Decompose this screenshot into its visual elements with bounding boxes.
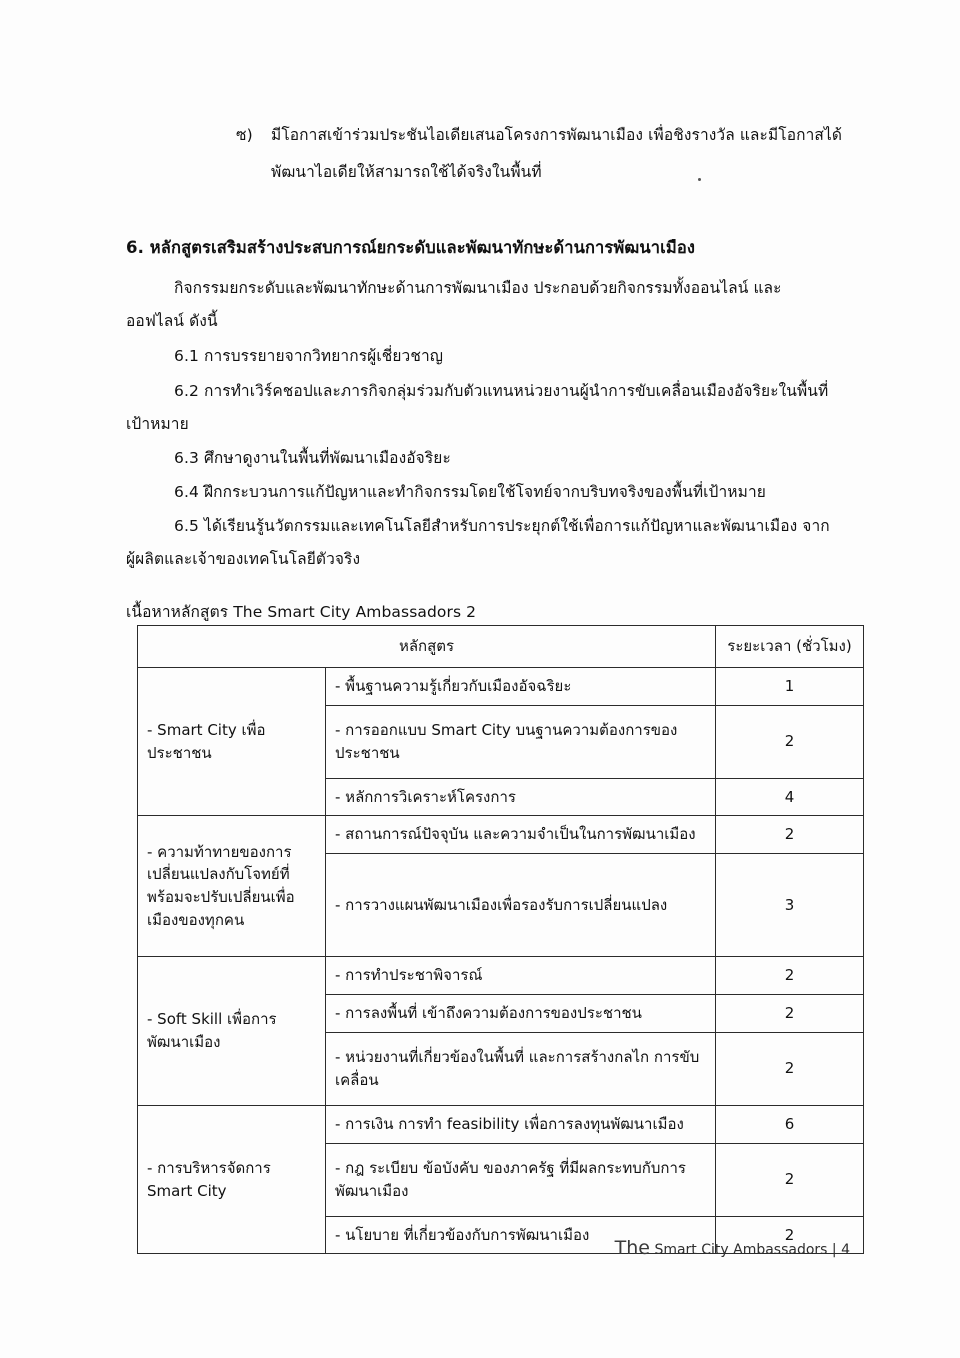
- topic-cell: - การออกแบบ Smart City บนฐานความต้องการของประชาชน: [326, 705, 716, 778]
- topic-cell: - กฎ ระเบียบ ข้อบังคับ ของภาครัฐ ที่มีผลกระทบกับการพัฒนาเมือง: [326, 1143, 716, 1216]
- hours-cell: 2: [716, 1143, 864, 1216]
- category-cell: - Soft Skill เพื่อการพัฒนาเมือง: [138, 957, 326, 1106]
- footer-lead-word: The: [614, 1237, 650, 1259]
- list-item-6-5: 6.5 ได้เรียนรู้นวัตกรรมและเทคโนโลยีสำหรับการประยุกต์ใช้เพื่อการแก้ปัญหาและพัฒนาเมือง จาก: [174, 517, 830, 535]
- topic-cell: - การเงิน การทำ feasibility เพื่อการลงทุนพัฒนาเมือง: [326, 1105, 716, 1143]
- topic-cell: - สถานการณ์ปัจจุบัน และความจำเป็นในการพัฒนาเมือง: [326, 816, 716, 854]
- category-cell: - ความท้าทายของการเปลี่ยนแปลงกับโจทย์ที่พร้อมจะปรับเปลี่ยนเพื่อเมืองของทุกคน: [138, 816, 326, 957]
- topic-cell: - การลงพื้นที่ เข้าถึงความต้องการของประชาชน: [326, 994, 716, 1032]
- topic-cell: - หลักการวิเคราะห์โครงการ: [326, 778, 716, 816]
- table-caption: เนื้อหาหลักสูตร The Smart City Ambassadors 2: [126, 603, 477, 621]
- hours-cell: 4: [716, 778, 864, 816]
- section-intro-line-2: ออฟไลน์ ดังนี้: [126, 312, 218, 330]
- list-item-6-2: 6.2 การทำเวิร์คชอปและภารกิจกลุ่มร่วมกับตัวแทนหน่วยงานผู้นำการขับเคลื่อนเมืองอัจริยะในพื้นที่: [174, 382, 829, 400]
- topic-cell: - พื้นฐานความรู้เกี่ยวกับเมืองอัจฉริยะ: [326, 667, 716, 705]
- page-footer: [0, 1237, 960, 1259]
- table-row: [138, 957, 864, 995]
- hours-cell: 2: [716, 705, 864, 778]
- category-cell: - การบริหารจัดการ Smart City: [138, 1105, 326, 1254]
- list-item-6-2-continued: เป้าหมาย: [126, 415, 189, 433]
- list-item-6-1: 6.1 การบรรยายจากวิทยากรผู้เชี่ยวชาญ: [174, 347, 444, 365]
- table-row: [138, 667, 864, 705]
- hours-cell: 2: [716, 994, 864, 1032]
- hours-cell: 2: [716, 1216, 864, 1254]
- table-row: [138, 1105, 864, 1143]
- topic-cell: - การวางแผนพัฒนาเมืองเพื่อรองรับการเปลี่ยนแปลง: [326, 854, 716, 957]
- list-item-6-3: 6.3 ศึกษาดูงานในพื้นที่พัฒนาเมืองอัจริยะ: [174, 449, 451, 467]
- column-header-course: หลักสูตร: [138, 626, 716, 668]
- table-row: [138, 816, 864, 854]
- hours-cell: 3: [716, 854, 864, 957]
- hours-cell: 2: [716, 816, 864, 854]
- intro-item-line-2: พัฒนาไอเดียให้สามารถใช้ได้จริงในพื้นที่: [271, 163, 542, 181]
- category-cell: - Smart City เพื่อประชาชน: [138, 667, 326, 816]
- footer-text: Smart City Ambassadors | 4: [654, 1242, 850, 1258]
- scan-artifact-dot: [698, 178, 701, 181]
- topic-cell: - การทำประชาพิจารณ์: [326, 957, 716, 995]
- hours-cell: 2: [716, 957, 864, 995]
- list-item-6-5-continued: ผู้ผลิตและเจ้าของเทคโนโลยีตัวจริง: [126, 550, 361, 568]
- topic-cell: - นโยบาย ที่เกี่ยวข้องกับการพัฒนาเมือง: [326, 1216, 716, 1254]
- intro-item-line-1: มีโอกาสเข้าร่วมประชันไอเดียเสนอโครงการพัฒนาเมือง เพื่อชิงรางวัล และมีโอกาสได้: [271, 126, 843, 144]
- topic-cell: - หน่วยงานที่เกี่ยวข้องในพื้นที่ และการสร้างกลไก การขับเคลื่อน: [326, 1032, 716, 1105]
- table-header-row: [138, 626, 864, 668]
- section-intro-line-1: กิจกรรมยกระดับและพัฒนาทักษะด้านการพัฒนาเมือง ประกอบด้วยกิจกรรมทั้งออนไลน์ และ: [174, 279, 782, 297]
- list-marker-kho: ซ): [236, 126, 253, 144]
- hours-cell: 2: [716, 1032, 864, 1105]
- course-content-table: [137, 625, 864, 1254]
- section-heading: 6. หลักสูตรเสริมสร้างประสบการณ์ยกระดับและพัฒนาทักษะด้านการพัฒนาเมือง: [126, 238, 695, 257]
- hours-cell: 6: [716, 1105, 864, 1143]
- column-header-hours: ระยะเวลา (ชั่วโมง): [716, 626, 864, 668]
- table-body: [138, 667, 864, 1254]
- hours-cell: 1: [716, 667, 864, 705]
- list-item-6-4: 6.4 ฝึกกระบวนการแก้ปัญหาและทำกิจกรรมโดยใช้โจทย์จากบริบทจริงของพื้นที่เป้าหมาย: [174, 483, 766, 501]
